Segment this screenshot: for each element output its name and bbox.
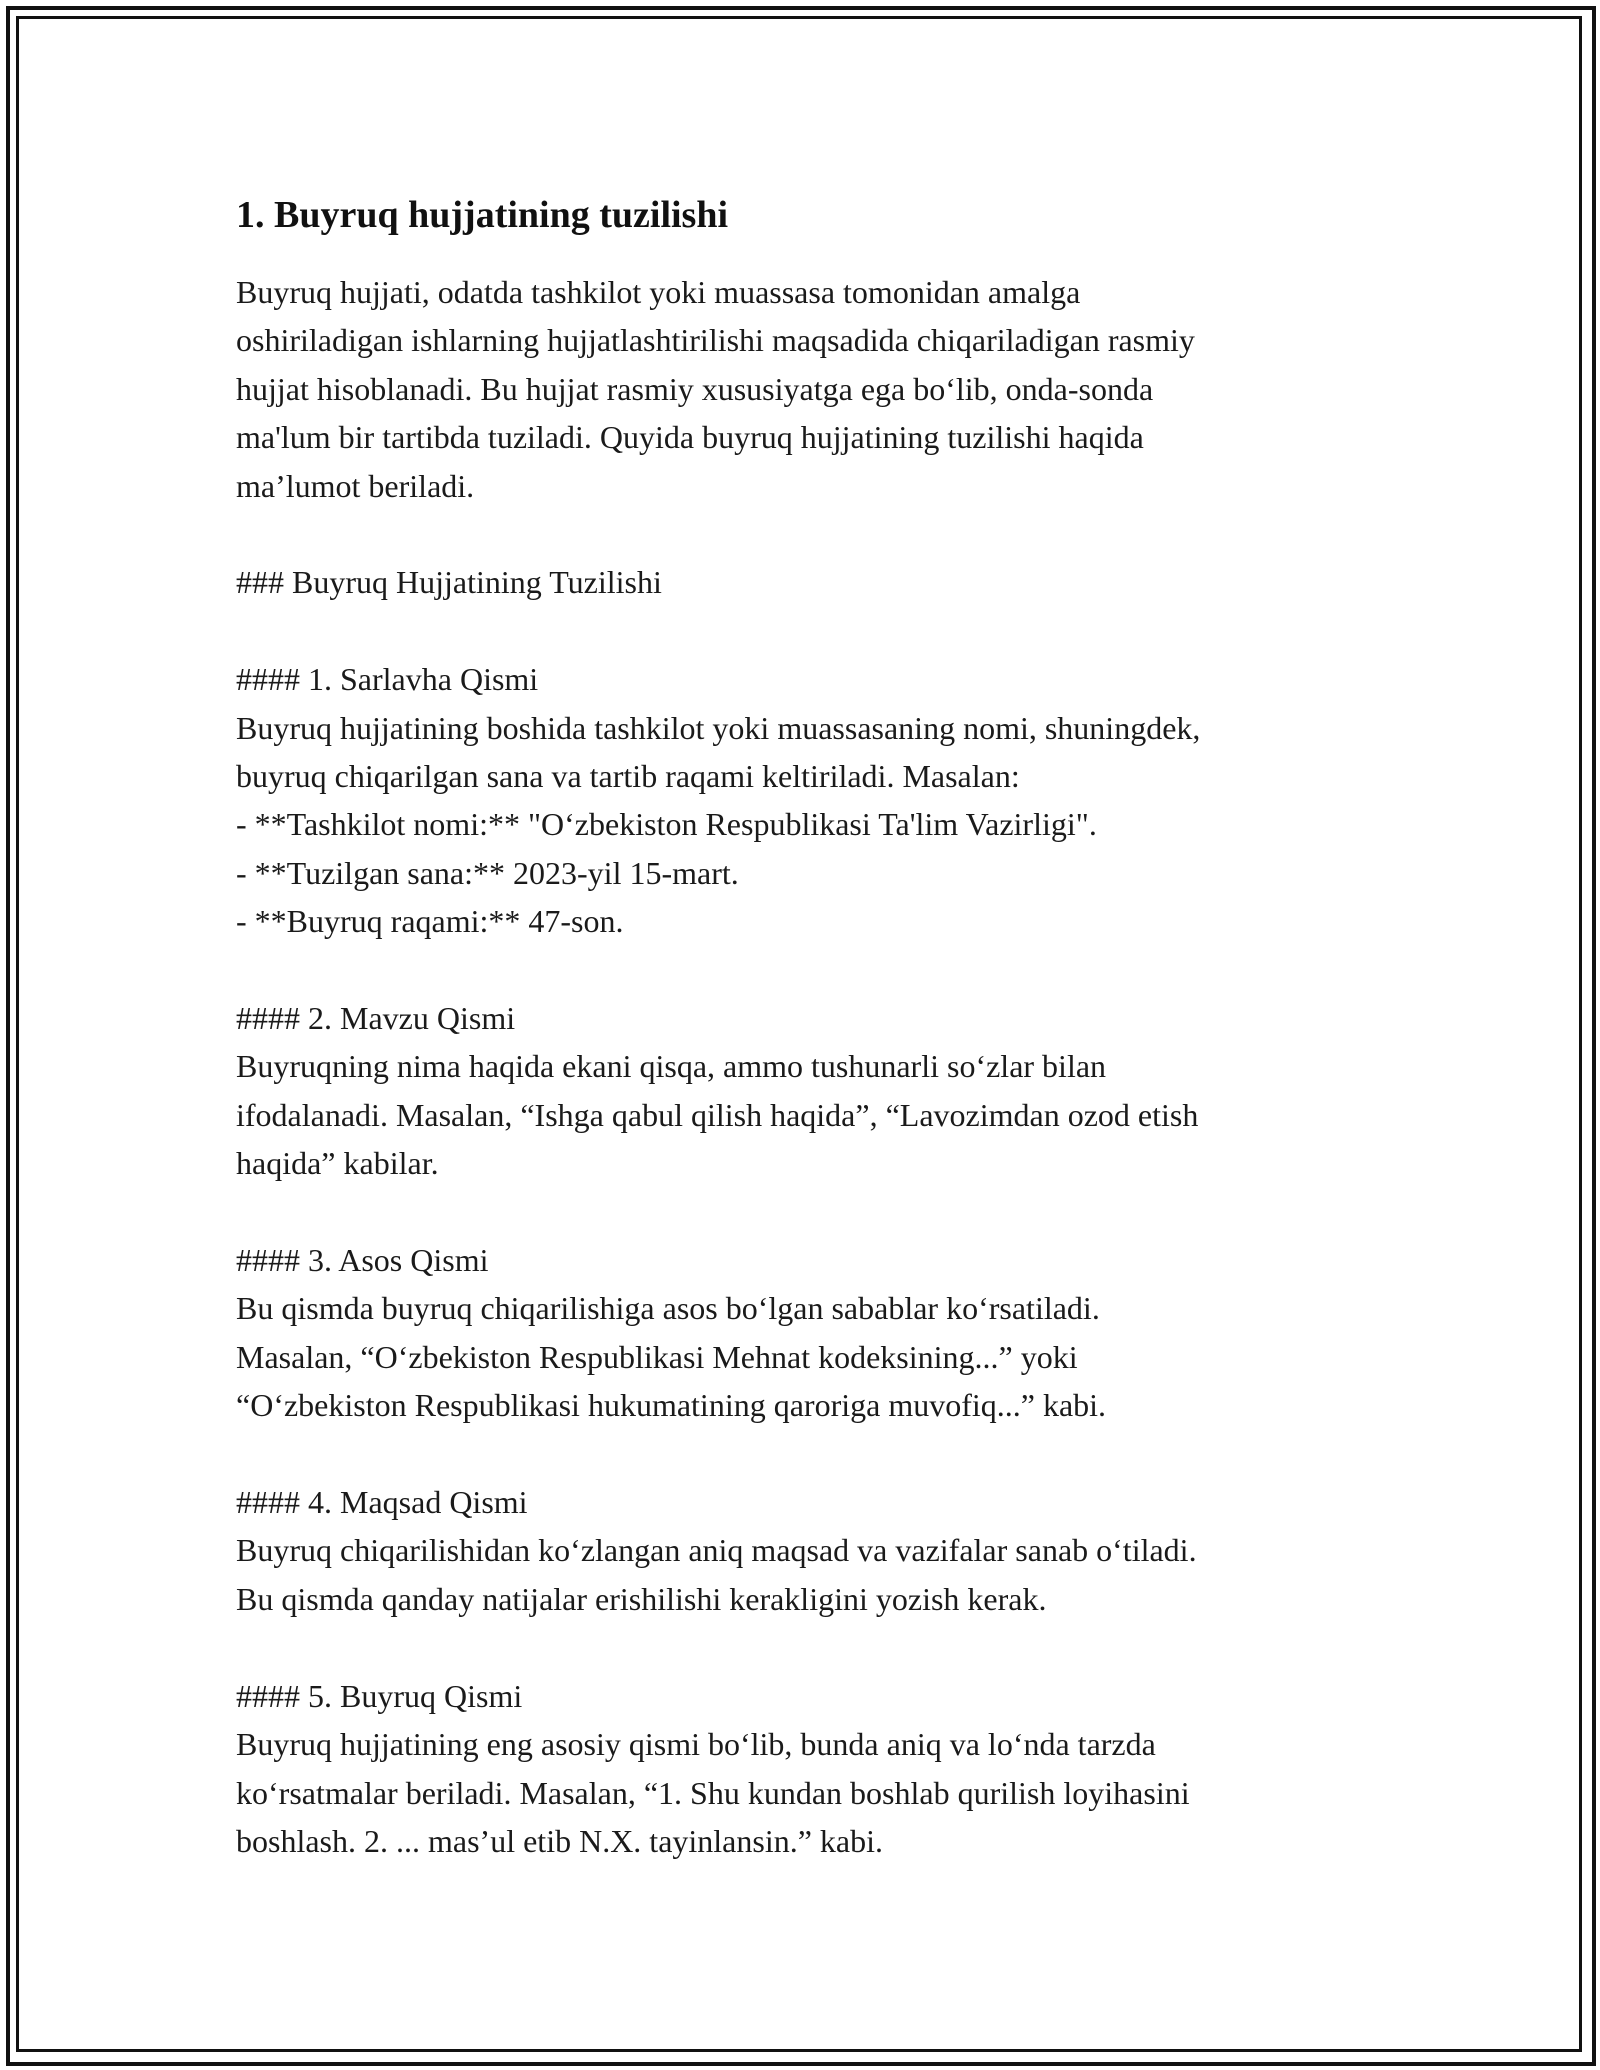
spacer: [236, 1430, 1366, 1478]
section-line: “O‘zbekiston Respublikasi hukumatining qaroriga muvofiq...” kabi.: [236, 1387, 1107, 1424]
spacer: [236, 1188, 1366, 1236]
section-line: haqida” kabilar.: [236, 1145, 439, 1182]
section-asos: [236, 1236, 1366, 1430]
section-heading: #### 3. Asos Qismi: [236, 1242, 489, 1279]
spacer: [236, 510, 1366, 558]
section-heading: #### 4. Maqsad Qismi: [236, 1484, 528, 1521]
section-line: Buyruq hujjatining boshida tashkilot yoki muassasaning nomi, shuningdek,: [236, 709, 1201, 746]
section-line: Masalan, “O‘zbekiston Respublikasi Mehnat kodeksining...” yoki: [236, 1338, 1078, 1375]
spacer: [236, 1623, 1366, 1671]
section-heading: #### 2. Mavzu Qismi: [236, 1000, 516, 1037]
intro-paragraph: [236, 268, 1366, 510]
list-item: - **Tashkilot nomi:** "O‘zbekiston Respublikasi Ta'lim Vazirligi".: [236, 806, 1097, 843]
intro-line: hujjat hisoblanadi. Bu hujjat rasmiy xususiyatga ega bo‘lib, onda-sonda: [236, 370, 1154, 407]
subheading: ### Buyruq Hujjatining Tuzilishi: [236, 564, 662, 601]
section-buyruq: [236, 1672, 1366, 1866]
section-line: Buyruqning nima haqida ekani qisqa, ammo tushunarli so‘zlar bilan: [236, 1048, 1107, 1085]
spacer: [236, 946, 1366, 994]
intro-line: oshiriladigan ishlarning hujjatlashtirilishi maqsadida chiqariladigan rasmiy: [236, 322, 1195, 359]
spacer: [236, 607, 1366, 655]
document-page: [236, 190, 1366, 1865]
section-line: ifodalanadi. Masalan, “Ishga qabul qilish haqida”, “Lavozimdan ozod etish: [236, 1096, 1199, 1133]
intro-line: Buyruq hujjati, odatda tashkilot yoki muassasa tomonidan amalga: [236, 274, 1081, 310]
section-line: buyruq chiqarilgan sana va tartib raqami keltiriladi. Masalan:: [236, 758, 1020, 795]
list-item: - **Buyruq raqami:** 47-son.: [236, 903, 624, 940]
section-line: ko‘rsatmalar beriladi. Masalan, “1. Shu kundan boshlab qurilish loyihasini: [236, 1774, 1190, 1811]
section-line: boshlash. 2. ... mas’ul etib N.X. tayinlansin.” kabi.: [236, 1822, 884, 1859]
intro-line: ma’lumot beriladi.: [236, 467, 475, 504]
section-maqsad: [236, 1478, 1366, 1623]
section-sarlavha: [236, 655, 1366, 945]
section-heading: #### 1. Sarlavha Qismi: [236, 661, 539, 698]
section-line: Bu qismda qanday natijalar erishilishi kerakligini yozish kerak.: [236, 1580, 1047, 1617]
section-line: Buyruq chiqarilishidan ko‘zlangan aniq maqsad va vazifalar sanab o‘tiladi.: [236, 1532, 1197, 1569]
document-title: 1. Buyruq hujjatining tuzilishi: [236, 194, 729, 236]
section-line: Bu qismda buyruq chiqarilishiga asos bo‘lgan sabablar ko‘rsatiladi.: [236, 1290, 1100, 1327]
intro-line: ma'lum bir tartibda tuziladi. Quyida buyruq hujjatining tuzilishi haqida: [236, 419, 1144, 456]
section-heading: #### 5. Buyruq Qismi: [236, 1677, 523, 1714]
section-mavzu: [236, 994, 1366, 1188]
list-item: - **Tuzilgan sana:** 2023-yil 15-mart.: [236, 854, 739, 891]
section-line: Buyruq hujjatining eng asosiy qismi bo‘lib, bunda aniq va lo‘nda tarzda: [236, 1726, 1156, 1763]
